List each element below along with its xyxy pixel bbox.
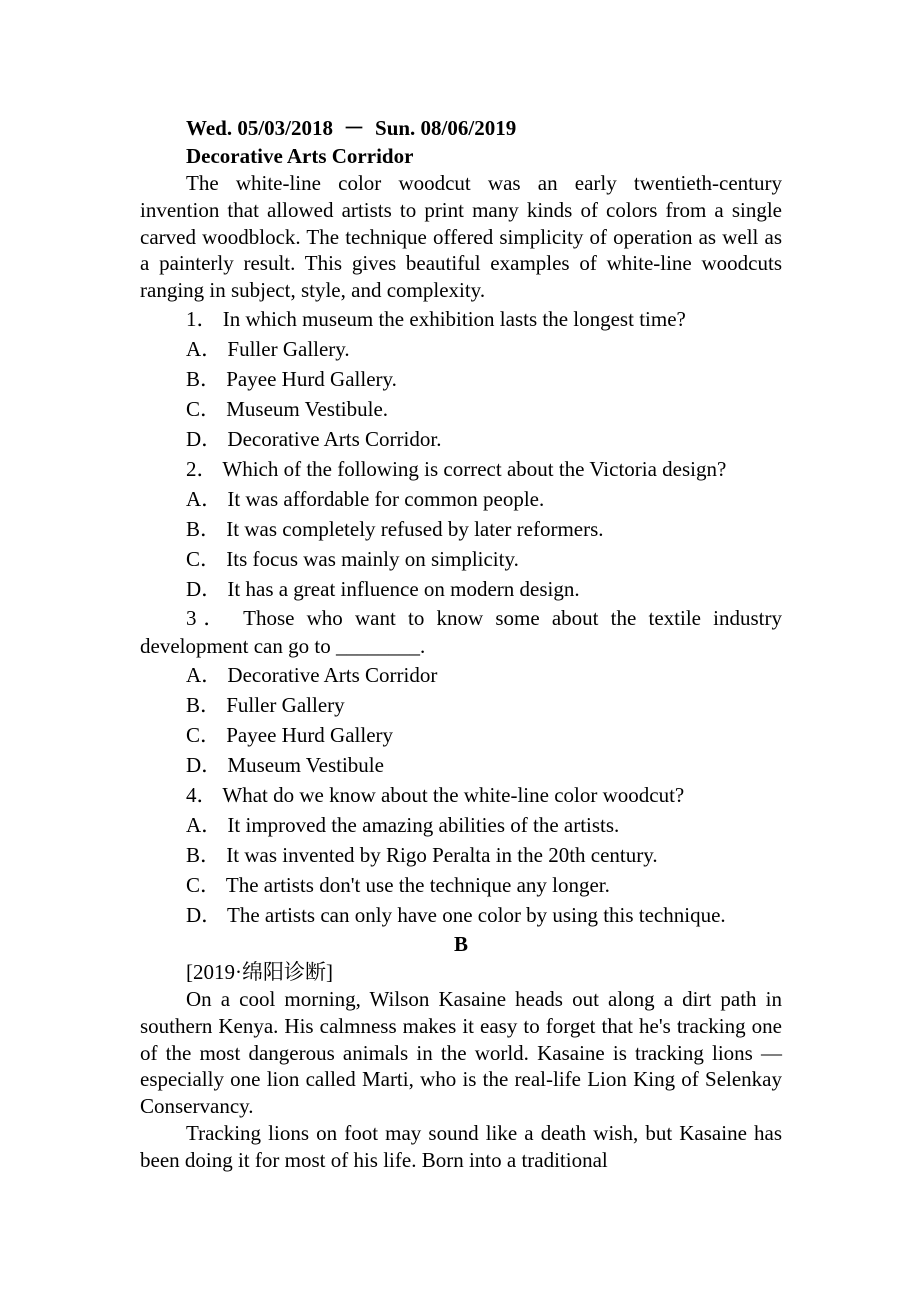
section-label: B [453, 931, 468, 956]
passage-paragraph: Tracking lions on foot may sound like a death wish, but Kasaine has been doing it for most of his life. Born into a traditional [140, 1120, 782, 1172]
exhibition-venue: Decorative Arts Corridor [186, 144, 414, 168]
answer-option: A． Decorative Arts Corridor [186, 662, 438, 687]
answer-option: A． It improved the amazing abilities of the artists. [186, 812, 620, 837]
question-stem: 4． What do we know about the white-line color woodcut? [186, 782, 685, 807]
document-content [140, 114, 782, 1174]
question-2 [140, 454, 782, 604]
answer-option: B． Fuller Gallery [186, 692, 345, 717]
answer-option: C． Museum Vestibule. [186, 396, 389, 421]
section-source: [2019·绵阳诊断] [186, 959, 333, 984]
answer-option: B． It was invented by Rigo Peralta in the 20th century. [186, 842, 658, 867]
question-stem: 3． Those who want to know some about the textile industry development can go to ________. [140, 605, 782, 658]
answer-option: B． It was completely refused by later reformers. [186, 516, 604, 541]
answer-option: D． The artists can only have one color by using this technique. [186, 902, 726, 927]
answer-option: D． Museum Vestibule [186, 752, 384, 777]
question-stem: 1． In which museum the exhibition lasts the longest time? [186, 306, 686, 331]
answer-option: D． It has a great influence on modern design. [186, 576, 580, 601]
answer-option: D． Decorative Arts Corridor. [186, 426, 442, 451]
question-4 [140, 780, 782, 930]
question-1 [140, 304, 782, 454]
question-stem: 2． Which of the following is correct about the Victoria design? [186, 456, 727, 481]
question-3 [140, 604, 782, 780]
answer-option: C． Payee Hurd Gallery [186, 722, 394, 747]
answer-option: A． It was affordable for common people. [186, 486, 545, 511]
answer-option: C． Its focus was mainly on simplicity. [186, 546, 519, 571]
answer-option: B． Payee Hurd Gallery. [186, 366, 397, 391]
answer-option: A． Fuller Gallery. [186, 336, 350, 361]
answer-option: C． The artists don't use the technique any longer. [186, 872, 610, 897]
exhibition-description: The white-line color woodcut was an early twentieth-century invention that allowed artists to print many kinds of colors from a single carved woodblock. The technique offered simplicity of operation as well as a painterly result. This gives beautiful examples of white-line woodcuts ranging in subject, style, and complexity. [140, 171, 782, 303]
exhibition-dates: Wed. 05/03/2018 － Sun. 08/06/2019 [186, 116, 517, 140]
passage-paragraph: On a cool morning, Wilson Kasaine heads out along a dirt path in southern Kenya. His calmness makes it easy to forget that he's tracking one of the most dangerous animals in the world. Kasaine is tracking lions — especially one lion called Marti, who is the real-life Lion King of Selenkay Conservancy. [140, 986, 782, 1119]
